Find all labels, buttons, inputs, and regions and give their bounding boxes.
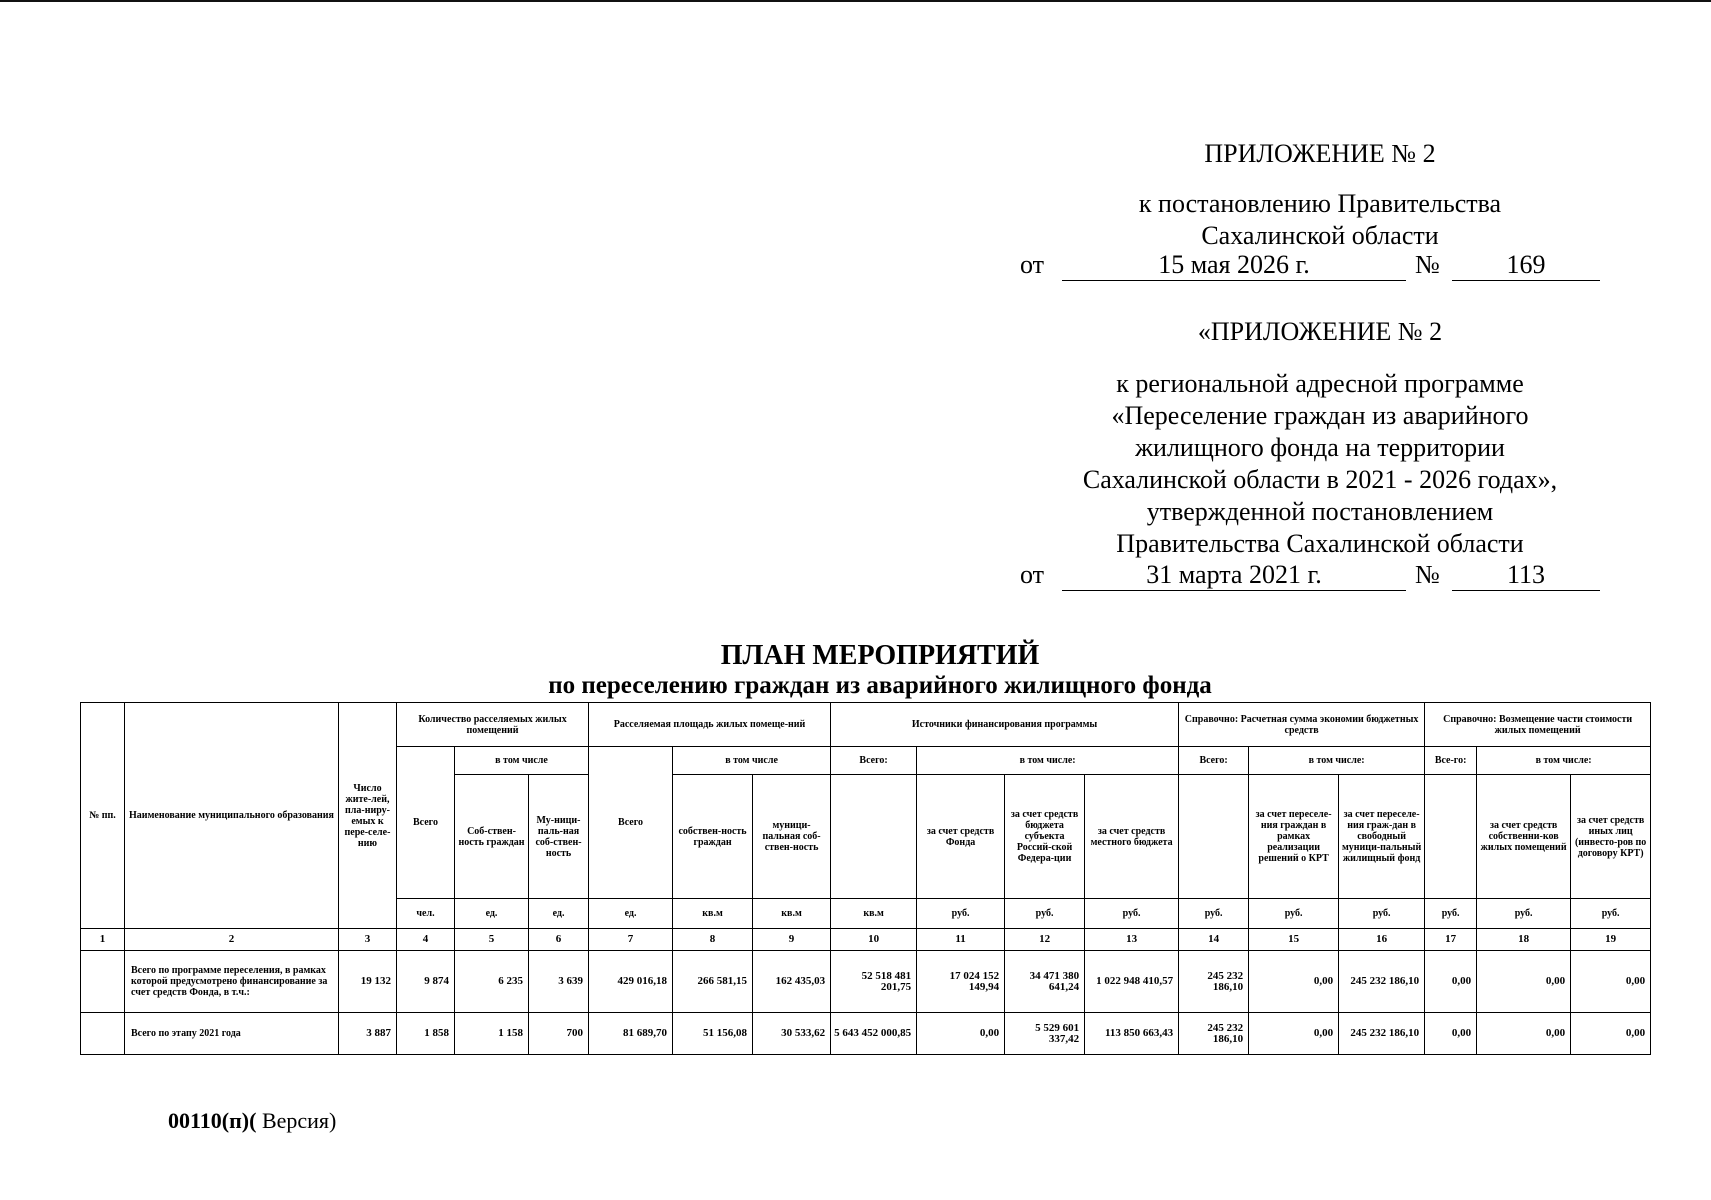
index-cell: 8 (673, 929, 753, 951)
row-no-cell (81, 951, 125, 1013)
data-cell: 17 024 152 149,94 (917, 951, 1005, 1013)
data-cell: 245 232 186,10 (1339, 1013, 1425, 1055)
rooms-total-header: Всего (397, 747, 455, 899)
index-cell: 2 (125, 929, 339, 951)
document-code (168, 1108, 336, 1134)
index-cell: 10 (831, 929, 917, 951)
program-line: к региональной адресной программе (1116, 369, 1524, 398)
number-sign: № (1415, 560, 1440, 589)
unit-cell: руб. (917, 899, 1005, 929)
program-line: жилищного фонда на территории (1135, 433, 1505, 462)
row-name-cell: Всего по этапу 2021 года (125, 1013, 339, 1055)
index-cell: 4 (397, 929, 455, 951)
unit-cell: ед. (455, 899, 529, 929)
unit-cell: руб. (1339, 899, 1425, 929)
data-cell: 113 850 663,43 (1085, 1013, 1179, 1055)
data-cell: 30 533,62 (753, 1013, 831, 1055)
index-cell: 6 (529, 929, 589, 951)
sources-total-blank (831, 775, 917, 899)
economy-total-header: Всего: (1179, 747, 1249, 775)
subject-budget-header: за счет средств бюджета субъекта Россий-ской Федера-ции (1005, 775, 1085, 899)
rooms-incl-header: в том числе (455, 747, 589, 775)
col-economy-header: Справочно: Расчетная сумма экономии бюджетных средств (1179, 703, 1425, 747)
unit-cell: кв.м (673, 899, 753, 929)
area-own-header: собствен-ность граждан (673, 775, 753, 899)
index-cell: 13 (1085, 929, 1179, 951)
index-cell: 16 (1339, 929, 1425, 951)
fund-header: за счет средств Фонда (917, 775, 1005, 899)
col-no-header: № пп. (81, 703, 125, 929)
appendix-title-quoted: «ПРИЛОЖЕНИЕ № 2 (1197, 317, 1443, 346)
comp-incl-header: в том числе: (1477, 747, 1651, 775)
unit-cell: руб. (1179, 899, 1249, 929)
appendix-title: ПРИЛОЖЕНИЕ № 2 (1204, 139, 1436, 168)
col-rooms-header: Количество расселяемых жилых помещений (397, 703, 589, 747)
data-cell: 5 529 601 337,42 (1005, 1013, 1085, 1055)
ot-label: от (1020, 250, 1045, 279)
sources-total-header: Всего: (831, 747, 917, 775)
resolution-date: 15 мая 2026 г. (1062, 250, 1406, 281)
data-cell: 0,00 (1571, 1013, 1651, 1055)
others-header: за счет средств иных лиц (инвесто-ров по договору КРТ) (1571, 775, 1651, 899)
data-cell: 0,00 (1425, 951, 1477, 1013)
area-total-header: Всего (589, 747, 673, 899)
data-cell: 51 156,08 (673, 1013, 753, 1055)
data-cell: 0,00 (1477, 1013, 1571, 1055)
economy-total-blank (1179, 775, 1249, 899)
unit-cell: ед. (589, 899, 673, 929)
resolution-reference (1000, 188, 1640, 252)
number-sign: № (1415, 250, 1440, 279)
plan-title: ПЛАН МЕРОПРИЯТИЙ (720, 640, 1040, 671)
row-name-cell: Всего по программе переселения, в рамках которой предусмотрено финансирование за счет средств Фонда, в т.ч.: (125, 951, 339, 1013)
table-row (81, 951, 1651, 1013)
data-cell: 245 232 186,10 (1179, 1013, 1249, 1055)
document-code-number: 00110(п)( (168, 1108, 257, 1133)
col-compensation-header: Справочно: Возмещение части стоимости жилых помещений (1425, 703, 1651, 747)
unit-cell: руб. (1005, 899, 1085, 929)
data-cell: 52 518 481 201,75 (831, 951, 917, 1013)
owners-header: за счет средств собственни-ков жилых помещений (1477, 775, 1571, 899)
index-cell: 3 (339, 929, 397, 951)
col-sources-header: Источники финансирования программы (831, 703, 1179, 747)
resolution-line-2: Сахалинской области (1201, 221, 1439, 250)
local-budget-header: за счет средств местного бюджета (1085, 775, 1179, 899)
index-cell: 9 (753, 929, 831, 951)
program-date: 31 марта 2021 г. (1062, 560, 1406, 591)
comp-total-header: Все-го: (1425, 747, 1477, 775)
index-cell: 17 (1425, 929, 1477, 951)
data-cell: 266 581,15 (673, 951, 753, 1013)
data-cell: 19 132 (339, 951, 397, 1013)
data-cell: 0,00 (1477, 951, 1571, 1013)
area-mun-header: муници-пальная соб-ствен-ность (753, 775, 831, 899)
index-cell: 15 (1249, 929, 1339, 951)
resettlement-plan-table (80, 702, 1651, 1055)
data-cell: 3 887 (339, 1013, 397, 1055)
table-row (81, 1013, 1651, 1055)
unit-cell: руб. (1477, 899, 1571, 929)
unit-cell: руб. (1085, 899, 1179, 929)
col-name-header: Наименование муниципального образования (125, 703, 339, 929)
header-row-1 (81, 703, 1651, 747)
data-cell: 1 158 (455, 1013, 529, 1055)
data-cell: 245 232 186,10 (1339, 951, 1425, 1013)
resolution-date-row (1020, 250, 1600, 284)
index-cell: 1 (81, 929, 125, 951)
program-description (1000, 368, 1640, 560)
index-cell: 12 (1005, 929, 1085, 951)
unit-cell: руб. (1425, 899, 1477, 929)
column-index-row (81, 929, 1651, 951)
unit-cell: ед. (529, 899, 589, 929)
unit-cell: чел. (397, 899, 455, 929)
data-cell: 162 435,03 (753, 951, 831, 1013)
comp-total-blank (1425, 775, 1477, 899)
data-cell: 1 858 (397, 1013, 455, 1055)
data-cell: 3 639 (529, 951, 589, 1013)
ot-label: от (1020, 560, 1045, 589)
col-area-header: Расселяемая площадь жилых помеще-ний (589, 703, 831, 747)
data-cell: 0,00 (1249, 951, 1339, 1013)
data-cell: 81 689,70 (589, 1013, 673, 1055)
rooms-mun-header: Му-ници-паль-ная соб-ствен-ность (529, 775, 589, 899)
unit-cell: руб. (1571, 899, 1651, 929)
free-fund-header: за счет переселе-ния граж-дан в свободный муници-пальный жилищный фонд (1339, 775, 1425, 899)
program-line: «Переселение граждан из аварийного (1111, 401, 1529, 430)
program-date-row (1020, 560, 1600, 594)
krt-header: за счет переселе-ния граждан в рамках реализации решений о КРТ (1249, 775, 1339, 899)
index-cell: 19 (1571, 929, 1651, 951)
plan-subtitle: по переселению граждан из аварийного жилищного фонда (548, 672, 1212, 699)
data-cell: 0,00 (1425, 1013, 1477, 1055)
data-cell: 0,00 (917, 1013, 1005, 1055)
area-incl-header: в том числе (673, 747, 831, 775)
unit-cell: руб. (1249, 899, 1339, 929)
economy-incl-header: в том числе: (1249, 747, 1425, 775)
data-cell: 0,00 (1571, 951, 1651, 1013)
sources-incl-header: в том числе: (917, 747, 1179, 775)
program-line: Сахалинской области в 2021 - 2026 годах», (1082, 465, 1558, 494)
rooms-own-header: Соб-ствен-ность граждан (455, 775, 529, 899)
index-cell: 14 (1179, 929, 1249, 951)
document-version: Версия) (256, 1108, 337, 1133)
unit-cell: кв.м (831, 899, 917, 929)
scan-top-edge (0, 0, 1711, 2)
index-cell: 18 (1477, 929, 1571, 951)
index-cell: 11 (917, 929, 1005, 951)
data-cell: 1 022 948 410,57 (1085, 951, 1179, 1013)
unit-cell: кв.м (753, 899, 831, 929)
row-no-cell (81, 1013, 125, 1055)
resolution-number: 169 (1452, 250, 1600, 281)
program-line: Правительства Сахалинской области (1116, 529, 1524, 558)
data-cell: 9 874 (397, 951, 455, 1013)
col-people-header: Число жите-лей, пла-ниру-емых к пере-селе-нию (339, 703, 397, 929)
data-cell: 245 232 186,10 (1179, 951, 1249, 1013)
index-cell: 7 (589, 929, 673, 951)
index-cell: 5 (455, 929, 529, 951)
data-cell: 0,00 (1249, 1013, 1339, 1055)
program-line: утвержденной постановлением (1146, 497, 1494, 526)
data-cell: 700 (529, 1013, 589, 1055)
program-number: 113 (1452, 560, 1600, 591)
data-cell: 429 016,18 (589, 951, 673, 1013)
data-cell: 34 471 380 641,24 (1005, 951, 1085, 1013)
data-cell: 6 235 (455, 951, 529, 1013)
data-cell: 5 643 452 000,85 (831, 1013, 917, 1055)
resolution-line-1: к постановлению Правительства (1138, 189, 1502, 218)
